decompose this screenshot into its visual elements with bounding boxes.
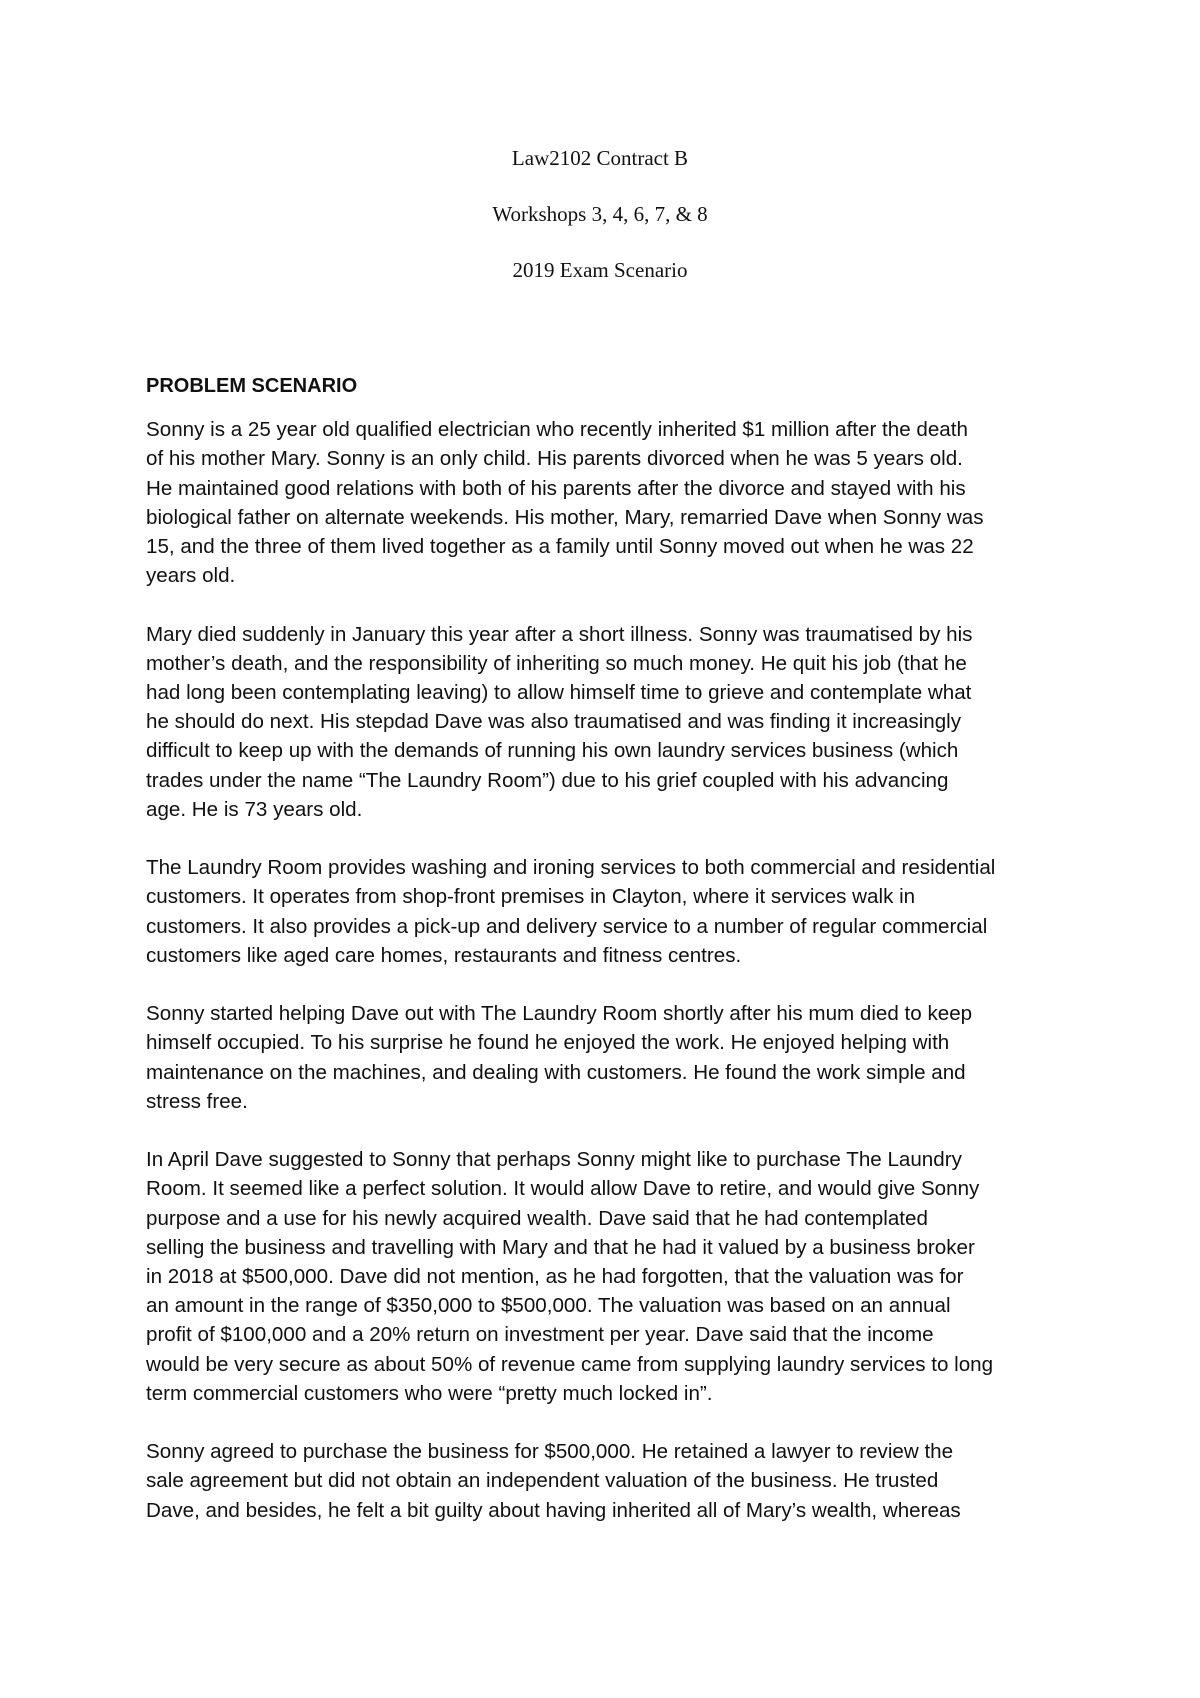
paragraph	[146, 1145, 1066, 1408]
paragraph-line: purpose and a use for his newly acquired wealth. Dave said that he had contemplated	[146, 1206, 928, 1230]
workshops-line: Workshops 3, 4, 6, 7, & 8	[492, 202, 708, 226]
paragraph-line: Sonny agreed to purchase the business for $500,000. He retained a lawyer to review the	[146, 1440, 954, 1464]
paragraph	[146, 620, 1066, 824]
document-body	[146, 372, 1066, 1554]
paragraph-line: trades under the name “The Laundry Room”) due to his grief coupled with his advancing	[146, 768, 949, 792]
paragraph-line: in 2018 at $500,000. Dave did not mention, as he had forgotten, that the valuation was for	[146, 1265, 964, 1289]
paragraph-line: In April Dave suggested to Sonny that perhaps Sonny might like to purchase The Laundry	[146, 1148, 962, 1172]
paragraph	[146, 415, 1066, 590]
course-title: Law2102 Contract B	[511, 146, 689, 170]
paragraph-line: term commercial customers who were “pretty much locked in”.	[146, 1381, 713, 1405]
paragraph-line: maintenance on the machines, and dealing with customers. He found the work simple and	[146, 1060, 966, 1084]
paragraph-line: Sonny is a 25 year old qualified electrician who recently inherited $1 million after the death	[146, 418, 968, 442]
paragraph-line: Sonny started helping Dave out with The Laundry Room shortly after his mum died to keep	[146, 1002, 973, 1026]
document-header	[0, 146, 1200, 314]
paragraph-line: customers like aged care homes, restaurants and fitness centres.	[146, 943, 742, 967]
paragraph-line: profit of $100,000 and a 20% return on investment per year. Dave said that the income	[146, 1323, 934, 1347]
paragraph-line: customers. It also provides a pick-up and delivery service to a number of regular commercial	[146, 914, 988, 938]
paragraph-line: years old.	[146, 564, 236, 588]
paragraph-line: Room. It seemed like a perfect solution. It would allow Dave to retire, and would give Sonny	[146, 1177, 980, 1201]
paragraph-line: he should do next. His stepdad Dave was also traumatised and was finding it increasingly	[146, 710, 962, 734]
paragraph-line: age. He is 73 years old.	[146, 797, 363, 821]
paragraph-line: had long been contemplating leaving) to allow himself time to grieve and contemplate what	[146, 681, 972, 705]
paragraph	[146, 999, 1066, 1116]
section-title: PROBLEM SCENARIO	[146, 375, 358, 397]
paragraph-line: difficult to keep up with the demands of running his own laundry services business (which	[146, 739, 959, 763]
paragraph-line: stress free.	[146, 1089, 248, 1113]
exam-title: 2019 Exam Scenario	[512, 258, 688, 282]
paragraph-line: biological father on alternate weekends. His mother, Mary, remarried Dave when Sonny was	[146, 505, 984, 529]
paragraph-line: customers. It operates from shop-front premises in Clayton, where it services walk in	[146, 885, 916, 909]
paragraph-line: sale agreement but did not obtain an independent valuation of the business. He trusted	[146, 1469, 939, 1493]
paragraph	[146, 853, 1066, 970]
paragraph-line: himself occupied. To his surprise he found he enjoyed the work. He enjoyed helping with	[146, 1031, 950, 1055]
paragraph-line: selling the business and travelling with Mary and that he had it valued by a business broker	[146, 1235, 975, 1259]
paragraph-line: 15, and the three of them lived together as a family until Sonny moved out when he was 22	[146, 535, 974, 559]
paragraph-line: of his mother Mary. Sonny is an only child. His parents divorced when he was 5 years old.	[146, 447, 963, 471]
paragraph-line: Mary died suddenly in January this year after a short illness. Sonny was traumatised by his	[146, 622, 973, 646]
paragraph-line: an amount in the range of $350,000 to $500,000. The valuation was based on an annual	[146, 1294, 951, 1318]
paragraph-line: Dave, and besides, he felt a bit guilty about having inherited all of Mary’s wealth, whereas	[146, 1498, 961, 1522]
paragraph-line: The Laundry Room provides washing and ironing services to both commercial and residential	[146, 856, 996, 880]
paragraphs	[146, 415, 1066, 1525]
paragraph	[146, 1437, 1066, 1525]
paragraph-line: He maintained good relations with both of his parents after the divorce and stayed with his	[146, 476, 966, 500]
paragraph-line: would be very secure as about 50% of revenue came from supplying laundry services to long	[146, 1352, 994, 1376]
paragraph-line: mother’s death, and the responsibility of inheriting so much money. He quit his job (that he	[146, 651, 967, 675]
